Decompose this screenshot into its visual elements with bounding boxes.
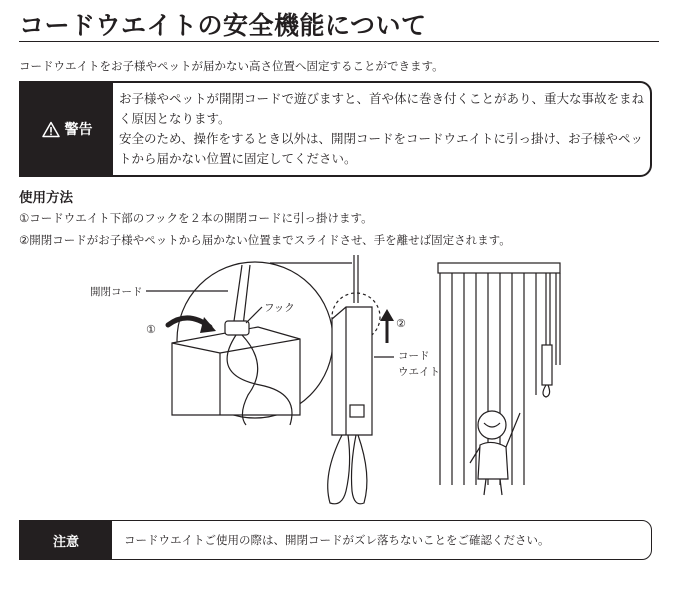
hook-detail-zoom: [172, 262, 333, 425]
warning-box: [19, 81, 652, 177]
warning-triangle-icon: [42, 121, 60, 138]
intro-text: コードウエイトをお子様やペットが届かない高さ位置へ固定することができます。: [19, 59, 444, 73]
usage-step-2: ②開閉コードがお子様やペットから届かない位置までスライドさせ、手を離せば固定されます。: [19, 233, 511, 247]
usage-heading: 使用方法: [19, 190, 73, 206]
warning-text: [119, 89, 644, 169]
label-weight-line2: ウエイト: [398, 366, 440, 378]
warning-text-1: お子様やペットが開閉コードで遊びますと、首や体に巻き付くことがあり、重大な事故をまねく原因となります。: [119, 91, 645, 126]
label-hook: フック: [264, 302, 295, 314]
warning-text-2: 安全のため、操作をするとき以外は、開閉コードをコードウエイトに引っ掛け、お子様やペットから届かない位置に固定してください。: [119, 131, 644, 166]
caution-label: 注意: [20, 521, 112, 559]
title-divider: [19, 41, 659, 42]
marker-step-1: ①: [146, 323, 156, 336]
cord-weight: [328, 255, 380, 504]
page-title: コードウエイトの安全機能について: [19, 11, 427, 40]
caution-text: コードウエイトご使用の際は、開閉コードがズレ落ちないことをご確認ください。: [124, 533, 550, 547]
warning-label: 警告: [64, 122, 93, 138]
caution-box: [19, 520, 652, 560]
label-cord: 開閉コード: [90, 286, 143, 298]
warning-label-block: [21, 83, 113, 175]
marker-step-2: ②: [396, 317, 406, 330]
label-weight-line1: コード: [398, 350, 430, 362]
cord-weight-illustration: [60, 255, 620, 510]
usage-step-1: ①コードウエイト下部のフックを２本の開閉コードに引っ掛けます。: [19, 211, 373, 225]
label-hook-leader: [246, 307, 262, 323]
